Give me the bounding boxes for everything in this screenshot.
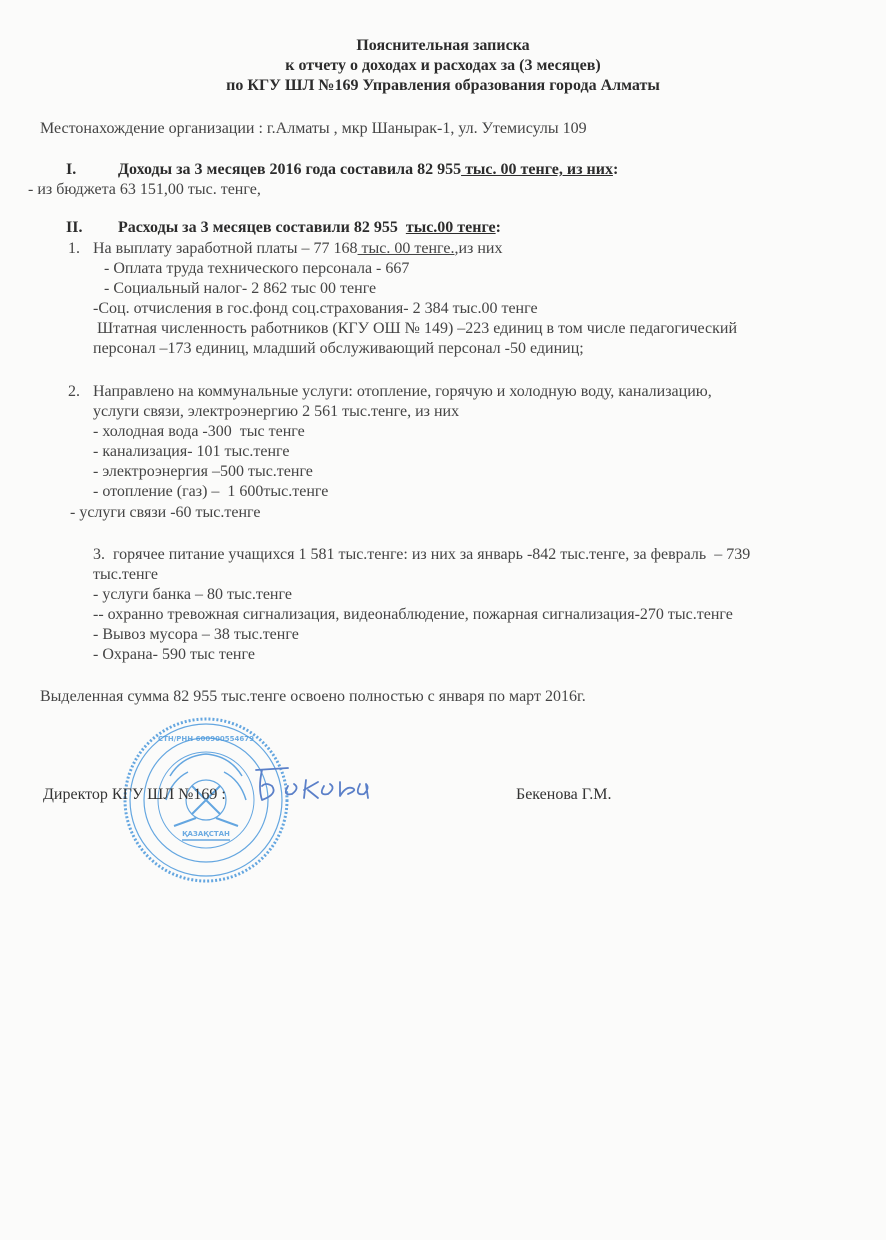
document-title-block <box>0 36 886 96</box>
utilities-item-communications: - услуги связи -60 тыс.тенге <box>70 504 261 521</box>
salary-text-end: ,из них <box>454 240 503 257</box>
other-expense-item: - услуги банка – 80 тыс.тенге <box>93 586 292 603</box>
salary-item: - Оплата труда технического персонала - 667 <box>104 260 410 277</box>
other-expense-item: -- охранно тревожная сигнализация, видеонаблюдение, пожарная сигнализация-270 тыс.тенге <box>93 606 733 623</box>
utilities-item: - канализация- 101 тыс.тенге <box>93 443 290 460</box>
section-income-number: I. <box>66 161 77 178</box>
summary-statement: Выделенная сумма 82 955 тыс.тенге освоено полностью с января по март 2016г. <box>40 688 586 705</box>
staff-count-line: персонал –173 единиц, младший обслуживающий персонал -50 единиц; <box>93 340 584 357</box>
salary-item: -Соц. отчисления в гос.фонд соц.страхования- 2 384 тыс.00 тенге <box>93 300 538 317</box>
salary-heading <box>93 239 503 259</box>
utilities-heading: Направлено на коммунальные услуги: отопление, горячую и холодную воду, канализацию, <box>93 383 712 400</box>
expenses-heading-text: Расходы за 3 месяцев составили 82 955 <box>118 219 406 236</box>
salary-text: На выплату заработной платы – 77 168 <box>93 240 358 257</box>
other-expense-item: - Охрана- 590 тыс тенге <box>93 646 255 663</box>
food-heading-cont: тыс.тенге <box>93 566 158 583</box>
utilities-heading-cont: услуги связи, электроэнергию 2 561 тыс.тенге, из них <box>93 403 460 420</box>
income-heading-text: Доходы за 3 месяцев 2016 года составила 82 955 <box>118 161 462 178</box>
salary-item: - Социальный налог- 2 862 тыс 00 тенге <box>104 280 377 297</box>
food-heading: 3. горячее питание учащихся 1 581 тыс.тенге: из них за январь -842 тыс.тенге, за февраль – 739 <box>93 546 751 563</box>
income-heading-end: : <box>612 161 619 178</box>
utilities-number: 2. <box>68 383 80 400</box>
stamp-center-text: ҚАЗАҚСТАН <box>182 830 230 838</box>
section-income-heading <box>118 160 618 180</box>
section-expenses-heading <box>118 218 501 238</box>
stamp-ring-text: СТН/РНН 600900554679 <box>157 735 255 743</box>
organization-location: Местонахождение организации : г.Алматы , мкр Шанырак-1, ул. Утемисулы 109 <box>40 120 587 137</box>
income-heading-underlined: тыс. 00 тенге, из них <box>461 161 613 178</box>
other-expense-item: - Вывоз мусора – 38 тыс.тенге <box>93 626 299 643</box>
expenses-heading-underlined: тыс.00 тенге <box>405 219 496 236</box>
salary-number: 1. <box>68 240 80 257</box>
utilities-item: - отопление (газ) – 1 600тыс.тенге <box>93 483 329 500</box>
expenses-heading-end: : <box>495 219 501 236</box>
section-expenses-number: II. <box>66 219 83 236</box>
utilities-item: - холодная вода -300 тыс тенге <box>93 423 305 440</box>
document-title: Пояснительная записка <box>356 37 530 54</box>
income-budget-item: - из бюджета 63 151,00 тыс. тенге, <box>28 181 261 198</box>
salary-text-underlined: тыс. 00 тенге. <box>357 240 455 257</box>
document-subtitle: к отчету о доходах и расходах за (3 месяцев) <box>285 57 601 74</box>
director-signature-label: Директор КГУ ШЛ №169 : <box>43 786 226 803</box>
utilities-item: - электроэнергия –500 тыс.тенге <box>93 463 313 480</box>
handwritten-signature <box>248 764 378 804</box>
staff-count-line: Штатная численность работников (КГУ ОШ № 149) –223 единиц в том числе педагогический <box>93 320 738 337</box>
document-organization: по КГУ ШЛ №169 Управления образования города Алматы <box>226 77 660 94</box>
director-name: Бекенова Г.М. <box>516 786 612 803</box>
